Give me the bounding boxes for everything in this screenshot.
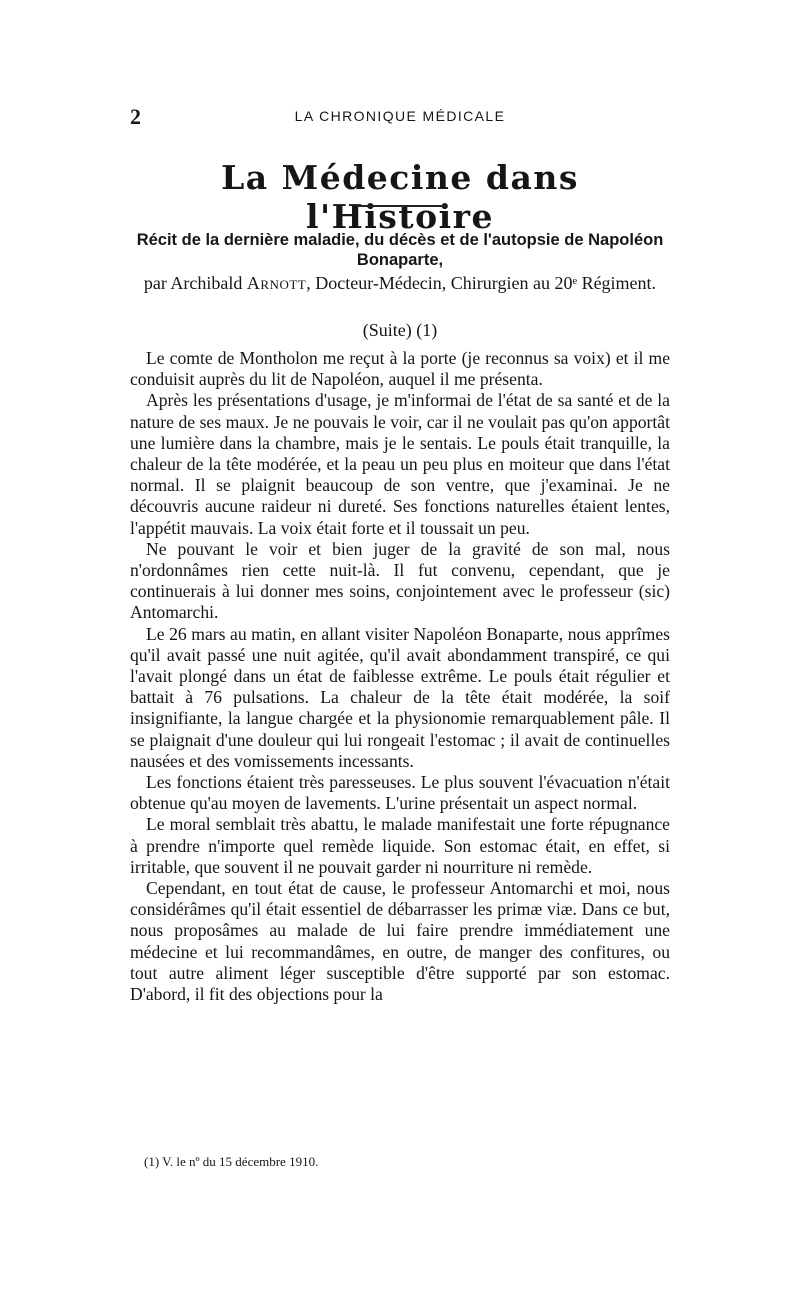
byline-suffix: , Docteur-Médecin, Chirurgien au 20ᵉ Régiment. bbox=[306, 273, 657, 293]
paragraph: Ne pouvant le voir et bien juger de la gravité de son mal, nous n'ordonnâmes rien cette nuit-là. Il fut convenu, cependant, que je continuerais à lui donner mes soins, conjointement avec le professeur (sic) Antomarchi. bbox=[130, 538, 670, 623]
title-divider bbox=[356, 205, 446, 207]
author-name: Arnott bbox=[246, 273, 307, 293]
article-subtitle: Récit de la dernière maladie, du décès et de l'autopsie de Napoléon Bonaparte, bbox=[136, 231, 664, 269]
paragraph: Le moral semblait très abattu, le malade manifestait une forte répugnance à prendre n'importe quel remède liquide. Son estomac était, en effet, si irritable, que souvent il ne pouvait garder ni nourriture ni remède. bbox=[130, 814, 670, 877]
paragraph: Les fonctions étaient très paresseuses. Le plus souvent l'évacuation n'était obtenue qu'au moyen de lavements. L'urine présentait un aspect normal. bbox=[130, 772, 670, 814]
running-head: LA CHRONIQUE MÉDICALE bbox=[294, 108, 506, 124]
byline-prefix: par Archibald bbox=[143, 273, 243, 293]
paragraph: Après les présentations d'usage, je m'informai de l'état de sa santé et de la nature de ses maux. Je ne pouvais le voir, car il ne voulait pas qu'on apportât une lumière dans la chambre, mais je le sentais. Le pouls était tranquille, la chaleur de la tête modérée, et la peau un peu plus en moiteur que dans l'état normal. Il se plaignit beaucoup de son ventre, que j'examinai. Je ne découvris aucune raideur ni dureté. Ses fonctions naturelles étaient lentes, l'appétit mauvais. La voix était forte et il toussait un peu. bbox=[130, 390, 670, 538]
page-number: 2 bbox=[130, 104, 141, 129]
continuation-note: (Suite) (1) bbox=[362, 320, 438, 340]
byline bbox=[130, 272, 670, 294]
article-title: La Médecine dans l'Histoire bbox=[221, 158, 579, 236]
footnote: (1) V. le nº du 15 décembre 1910. bbox=[144, 1154, 319, 1169]
page-header bbox=[130, 104, 670, 134]
article-body bbox=[130, 348, 670, 1005]
paragraph: Le comte de Montholon me reçut à la porte (je reconnus sa voix) et il me conduisit auprès du lit de Napoléon, auquel il me présenta. bbox=[130, 348, 670, 390]
paragraph: Cependant, en tout état de cause, le professeur Antomarchi et moi, nous considérâmes qu'il était essentiel de débarrasser les primæ viæ. Dans ce but, nous proposâmes au malade de lui faire prendre immédiatement une médecine et lui recommandâmes, en outre, de manger des confitures, ou tout autre aliment léger susceptible d'être supporté par son estomac. D'abord, il fit des objections pour la bbox=[130, 878, 670, 1005]
paragraph: Le 26 mars au matin, en allant visiter Napoléon Bonaparte, nous apprîmes qu'il avait passé une nuit agitée, qu'il avait abondamment transpiré, ce qui l'avait plongé dans un état de faiblesse extrême. Le pouls était régulier et battait à 76 pulsations. La chaleur de la tête était modérée, la soif insignifiante, la langue chargée et la physionomie remarquablement pâle. Il se plaignait d'une douleur qui lui rongeait l'estomac ; il avait de continuelles nausées et des vomissements incessants. bbox=[130, 623, 670, 771]
